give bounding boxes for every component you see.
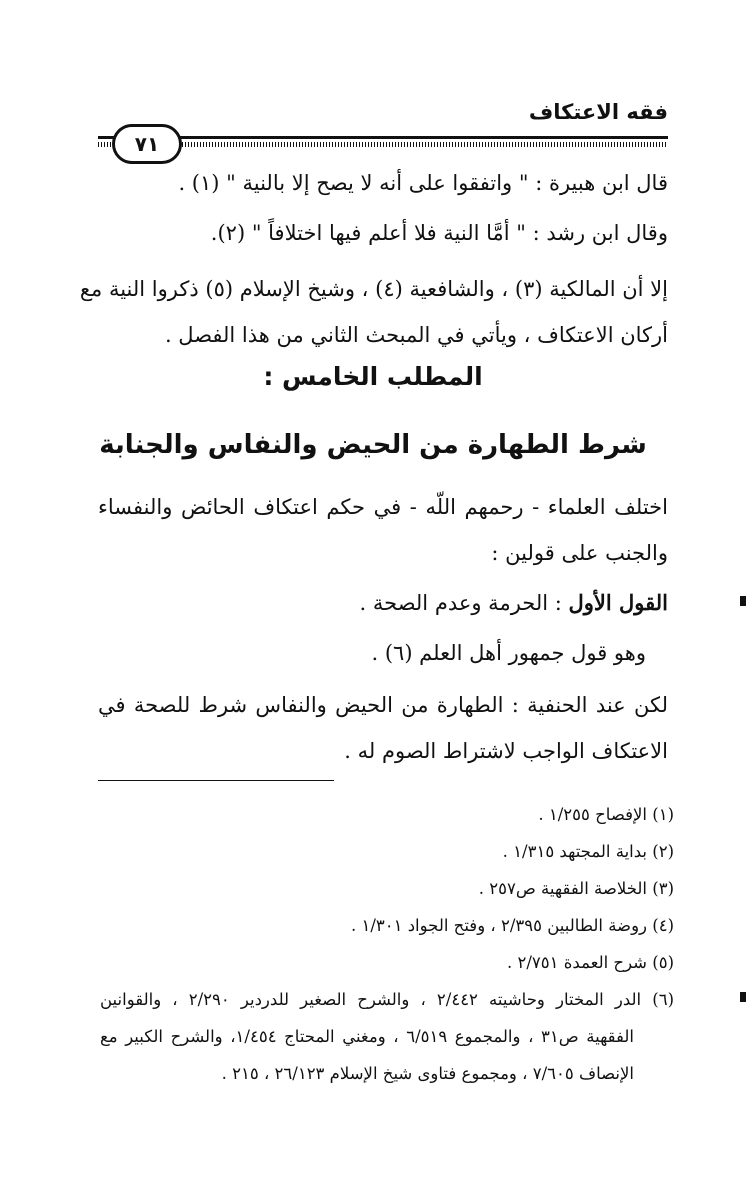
header-rule [98,136,668,150]
footnote-4: (٤) روضة الطالبين ٢/٣٩٥ ، وفتح الجواد ١/٣٠١ . [350,916,674,935]
section-body [98,484,668,774]
footnotes [100,796,674,1092]
paragraph-ibn-hubayra: قال ابن هبيرة : " واتفقوا على أنه لا يصح إلا بالنية " (١) . [178,171,668,195]
body-paragraphs [79,160,668,358]
hanafi-line1: لكن عند الحنفية : الطهارة من الحيض والنفاس شرط للصحة في [98,693,668,717]
footnote-separator [98,780,334,781]
header-rule-line [98,136,668,139]
footnote-3: (٣) الخلاصة الفقهية ص٢٥٧ . [478,879,674,898]
paragraph-malikiyya-line1: إلا أن المالكية (٣) ، والشافعية (٤) ، وشيخ الإسلام (٥) ذكروا النية مع [79,277,668,301]
footnote-5: (٥) شرح العمدة ٢/٧٥١ . [507,953,674,972]
majority-line: وهو قول جمهور أهل العلم (٦) . [371,641,646,665]
hanafi-line2: الاعتكاف الواجب لاشتراط الصوم له . [344,739,668,763]
header-rule-hatch [98,142,668,147]
footnote-6-line2: الفقهية ص٣١ ، والمجموع ٦/٥١٩ ، ومغني المحتاج ١/٤٥٤، والشرح الكبير مع [100,1027,634,1046]
first-opinion-text: : الحرمة وعدم الصحة . [359,591,562,615]
edge-mark-right [740,596,746,606]
footnote-6-line1: (٦) الدر المختار وحاشيته ٢/٤٤٢ ، والشرح الصغير للدردير ٢/٢٩٠ ، والقوانين [100,990,675,1009]
section-subheading: شرط الطهارة من الحيض والنفاس والجنابة [99,430,647,460]
first-opinion-label: القول الأول [568,590,668,615]
paragraph-malikiyya-line2: أركان الاعتكاف ، ويأتي في المبحث الثاني من هذا الفصل . [164,323,668,347]
footnote-1: (١) الإفصاح ١/٢٥٥ . [538,805,674,824]
intro-line2: والجنب على قولين : [491,541,668,565]
running-title: فقه الاعتكاف [528,100,668,124]
page-number-badge: ٧١ [112,124,182,164]
section-heading: المطلب الخامس : [263,362,483,391]
footnote-6-line3: الإنصاف ٧/٦٠٥ ، ومجموع فتاوى شيخ الإسلام ٢٦/١٢٣ ، ٢١٥ . [221,1064,634,1083]
intro-line1: اختلف العلماء - رحمهم اللّه - في حكم اعتكاف الحائض والنفساء [98,495,668,519]
footnote-2: (٢) بداية المجتهد ١/٣١٥ . [502,842,674,861]
edge-mark-right-lower [740,992,746,1002]
first-opinion [98,580,668,626]
paragraph-ibn-rushd: وقال ابن رشد : " أمَّا النية فلا أعلم فيها اختلافاً " (٢). [210,221,668,245]
